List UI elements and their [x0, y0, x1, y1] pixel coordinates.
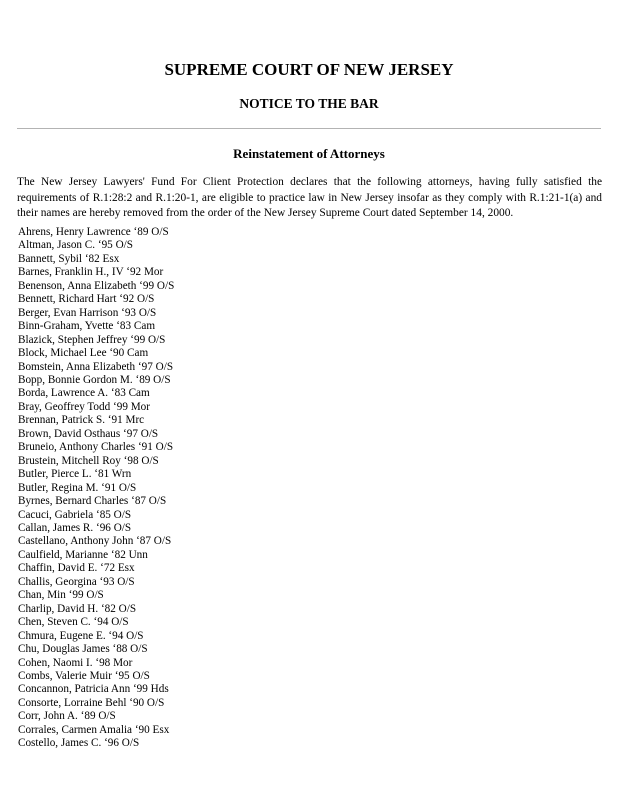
attorney-entry: Ahrens, Henry Lawrence ‘89 O/S — [18, 226, 169, 238]
attorney-entry: Chmura, Eugene E. ‘94 O/S — [18, 629, 144, 642]
attorney-entry: Chaffin, David E. ‘72 Esx — [18, 562, 135, 575]
attorney-entry: Castellano, Anthony John ‘87 O/S — [18, 535, 172, 548]
attorney-entry: Chan, Min ‘99 O/S — [18, 589, 104, 602]
attorney-entry: Callan, James R. ‘96 O/S — [18, 521, 132, 534]
attorney-entry: Berger, Evan Harrison ‘93 O/S — [18, 306, 157, 319]
attorney-entry: Brustein, Mitchell Roy ‘98 O/S — [18, 454, 159, 467]
attorney-list — [18, 226, 174, 751]
attorney-entry: Bruneio, Anthony Charles ‘91 O/S — [18, 441, 174, 454]
attorney-entry: Butler, Regina M. ‘91 O/S — [18, 481, 137, 494]
attorney-entry: Bomstein, Anna Elizabeth ‘97 O/S — [18, 360, 174, 373]
attorney-entry: Altman, Jason C. ‘95 O/S — [18, 239, 133, 252]
attorney-entry: Bennett, Richard Hart ‘92 O/S — [18, 293, 155, 306]
attorney-entry: Byrnes, Bernard Charles ‘87 O/S — [18, 495, 167, 508]
attorney-entry: Corrales, Carmen Amalia ‘90 Esx — [18, 723, 170, 736]
attorney-entry: Cacuci, Gabriela ‘85 O/S — [18, 508, 132, 521]
attorney-entry: Bopp, Bonnie Gordon M. ‘89 O/S — [18, 373, 171, 386]
attorney-entry: Concannon, Patricia Ann ‘99 Hds — [18, 683, 169, 696]
attorney-entry: Caulfield, Marianne ‘82 Unn — [18, 548, 148, 561]
notice-title: NOTICE TO THE BAR — [239, 96, 379, 111]
attorney-entry: Chen, Steven C. ‘94 O/S — [18, 616, 129, 629]
section-title: Reinstatement of Attorneys — [233, 146, 385, 161]
attorney-entry: Consorte, Lorraine Behl ‘90 O/S — [18, 696, 165, 709]
attorney-entry: Borda, Lawrence A. ‘83 Cam — [18, 387, 150, 400]
attorney-entry: Butler, Pierce L. ‘81 Wrn — [18, 468, 132, 481]
attorney-entry: Benenson, Anna Elizabeth ‘99 O/S — [18, 279, 175, 292]
attorney-entry: Bray, Geoffrey Todd ‘99 Mor — [18, 400, 150, 413]
attorney-entry: Chu, Douglas James ‘88 O/S — [18, 643, 148, 656]
attorney-entry: Binn-Graham, Yvette ‘83 Cam — [18, 320, 156, 333]
attorney-entry: Bannett, Sybil ‘82 Esx — [18, 252, 120, 265]
court-title: SUPREME COURT OF NEW JERSEY — [164, 60, 454, 79]
attorney-entry: Barnes, Franklin H., IV ‘92 Mor — [18, 266, 164, 279]
attorney-entry: Cohen, Naomi I. ‘98 Mor — [18, 656, 133, 669]
attorney-entry: Costello, James C. ‘96 O/S — [18, 737, 140, 750]
attorney-entry: Challis, Georgina ‘93 O/S — [18, 575, 135, 588]
attorney-entry: Charlip, David H. ‘82 O/S — [18, 602, 137, 615]
attorney-entry: Block, Michael Lee ‘90 Cam — [18, 347, 149, 360]
divider — [17, 128, 601, 129]
attorney-entry: Corr, John A. ‘89 O/S — [18, 710, 116, 723]
attorney-entry: Brennan, Patrick S. ‘91 Mrc — [18, 414, 145, 427]
attorney-entry: Brown, David Osthaus ‘97 O/S — [18, 427, 159, 440]
attorney-entry: Combs, Valerie Muir ‘95 O/S — [18, 669, 150, 682]
attorney-entry: Blazick, Stephen Jeffrey ‘99 O/S — [18, 333, 166, 346]
intro-paragraph: The New Jersey Lawyers' Fund For Client Protection declares that the following attorneys, having fully satisfied the requirements of R.1:28:2 and R.1:20-1, are eligible to practice law in New Jersey insofar as they comply with R.1:21-1(a) and their names are hereby removed from the order of the New Jersey Supreme Court dated September 14, 2000. — [17, 176, 602, 219]
